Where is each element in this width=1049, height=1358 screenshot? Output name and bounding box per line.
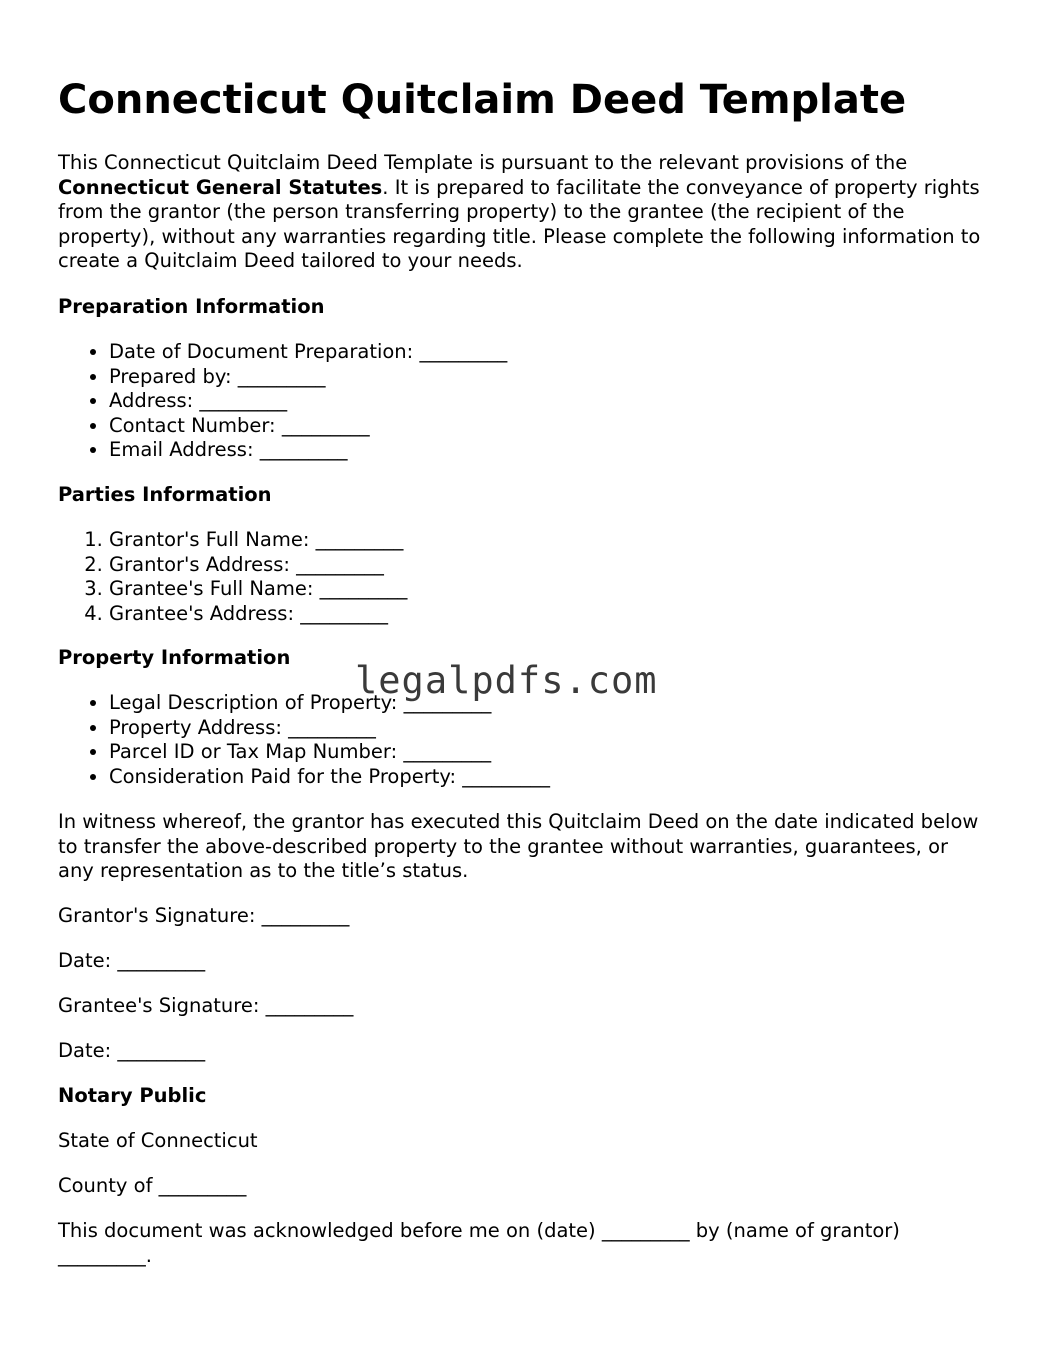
witness-paragraph: In witness whereof, the grantor has executed this Quitclaim Deed on the date indicated below to transfer the above-described property to the grantee without warranties, guarantees, or any representation as to the title’s status. [58, 810, 979, 883]
property-list [58, 691, 550, 789]
intro-paragraph [58, 151, 988, 274]
watermark-text: legalpdfs.com [355, 659, 658, 702]
list-item: • Address: _________ [109, 389, 507, 414]
notary-acknowledgment: This document was acknowledged before me on (date) _________ by (name of grantor) _________. [58, 1219, 900, 1267]
notary-state: State of Connecticut [58, 1129, 258, 1152]
grantor-signature-line: Grantor's Signature: _________ [58, 904, 350, 927]
preparation-list [58, 340, 507, 463]
grantor-date-line: Date: _________ [58, 949, 206, 972]
list-item: • Contact Number: _________ [109, 414, 507, 439]
list-item: • Parcel ID or Tax Map Number: _________ [109, 740, 550, 765]
list-item: • Property Address: _________ [109, 716, 550, 741]
intro-text-end: . It is prepared to facilitate the conveyance of property rights from the grantor (the person transferring property) to the grantee (the recipient of the property), without any warranties regarding title. Please complete the following information to create a Quitclaim Deed tailored to your needs. [58, 175, 981, 273]
parties-heading: Parties Information [58, 483, 272, 506]
property-heading: Property Information [58, 646, 291, 669]
grantee-date-line: Date: _________ [58, 1039, 206, 1062]
list-item: 4. Grantee's Address: _________ [109, 602, 407, 627]
list-item: 2. Grantor's Address: _________ [109, 553, 407, 578]
intro-statute-name: Connecticut General Statutes [58, 175, 383, 199]
list-item: 3. Grantee's Full Name: _________ [109, 577, 407, 602]
list-item: • Consideration Paid for the Property: _________ [109, 765, 550, 790]
document-title: Connecticut Quitclaim Deed Template [58, 77, 907, 123]
list-item: • Email Address: _________ [109, 438, 507, 463]
list-item: • Date of Document Preparation: _________ [109, 340, 507, 365]
list-item: • Prepared by: _________ [109, 365, 507, 390]
preparation-heading: Preparation Information [58, 295, 325, 318]
list-item: 1. Grantor's Full Name: _________ [109, 528, 407, 553]
notary-heading: Notary Public [58, 1084, 207, 1107]
intro-text-start: This Connecticut Quitclaim Deed Template is pursuant to the relevant provisions of the [58, 151, 908, 174]
list-item: • Legal Description of Property: _________ [109, 691, 550, 716]
parties-list [58, 528, 407, 626]
notary-county: County of _________ [58, 1174, 247, 1197]
grantee-signature-line: Grantee's Signature: _________ [58, 994, 354, 1017]
